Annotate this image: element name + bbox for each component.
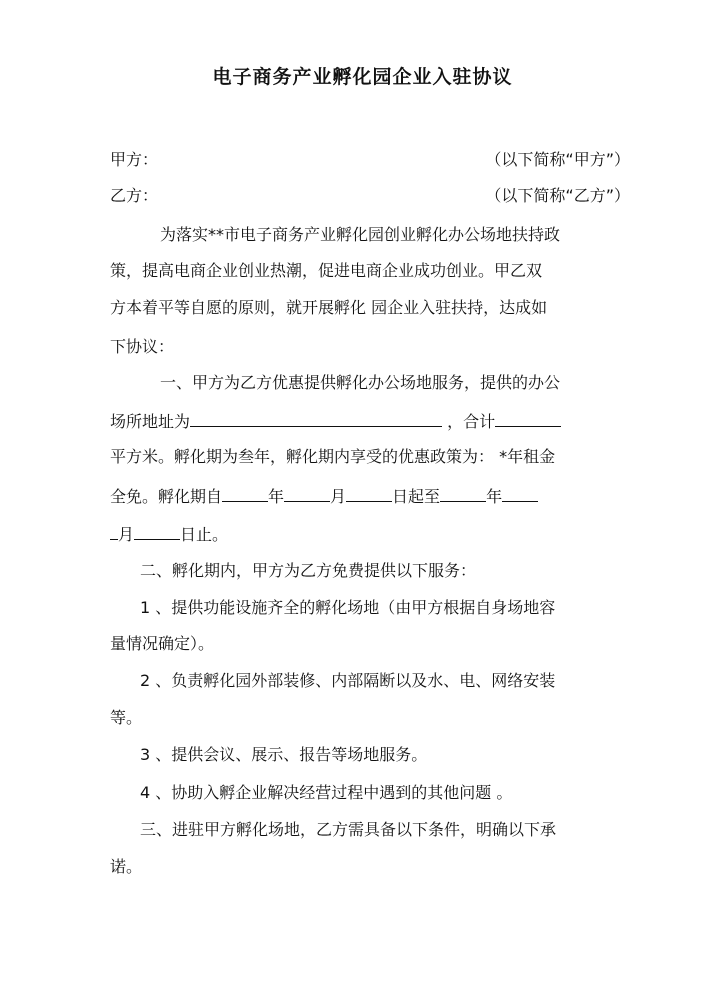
start-day-blank: [346, 484, 392, 502]
clause-1-line-1: 一、甲方为乙方优惠提供孵化办公场地服务，提供的办公: [160, 373, 561, 392]
clause-2-heading: 二、孵化期内，甲方为乙方免费提供以下服务：: [140, 561, 477, 580]
end-year-blank: [440, 484, 486, 502]
party-a-note: （以下简称“甲方”）: [485, 150, 630, 169]
start-month-blank: [284, 484, 330, 502]
clause-1-line-5: [110, 522, 630, 545]
intro-line-2: 策，提高电商企业创业热潮，促进电商企业成功创业。甲乙双: [110, 261, 543, 280]
party-b-label: 乙方：: [110, 186, 159, 205]
end-month-blank: [502, 484, 538, 502]
clause-1-line-4: [110, 484, 630, 507]
clause-2-item-3: 3 、提供会议、展示、报告等场地服务。: [140, 745, 428, 764]
period-start-label: 全免。孵化期自: [110, 487, 223, 506]
intro-line-3: 方本着平等自愿的原则，就开展孵化 园企业入驻扶持，达成如: [110, 298, 548, 317]
end-year-label: 年: [486, 487, 503, 506]
party-b-note: （以下简称“乙方”）: [485, 186, 630, 205]
area-blank: [495, 409, 561, 427]
start-year-label: 年: [268, 487, 285, 506]
start-day-label: 日起至: [392, 487, 441, 506]
address-blank: [190, 409, 442, 427]
intro-line-1: 为落实**市电子商务产业孵化园创业孵化办公场地扶持政: [160, 225, 561, 244]
clause-3-line-1: 三、进驻甲方孵化场地，乙方需具备以下条件，明确以下承: [140, 820, 557, 839]
start-month-label: 月: [330, 487, 347, 506]
clause-2-item-1-line-1: 1 、提供功能设施齐全的孵化场地（由甲方根据自身场地容: [140, 598, 556, 617]
end-month-blank-cont: [110, 522, 118, 540]
clause-1-line-2: [110, 409, 630, 432]
clause-1-line-3: 平方米。孵化期为叁年，孵化期内享受的优惠政策为： *年租金: [110, 447, 556, 466]
clause-2-item-4: 4 、协助入孵企业解决经营过程中遇到的其他问题 。: [140, 783, 513, 802]
clause-2-item-2-line-1: 2 、负责孵化园外部装修、内部隔断以及水、电、网络安装: [140, 671, 556, 690]
end-month-label: 月: [118, 525, 135, 544]
intro-line-4: 下协议：: [110, 337, 175, 356]
end-day-blank: [134, 522, 180, 540]
address-label: 场所地址为: [110, 412, 191, 431]
party-a-label: 甲方：: [110, 150, 159, 169]
clause-3-line-2: 诺。: [110, 857, 143, 876]
clause-2-item-1-line-2: 量情况确定）。: [110, 634, 215, 653]
document-title: 电子商务产业孵化园企业入驻协议: [212, 66, 513, 88]
period-end-label: 日止。: [180, 525, 229, 544]
clause-2-item-2-line-2: 等。: [110, 708, 143, 727]
area-total-label: ，合计: [442, 412, 496, 431]
start-year-blank: [222, 484, 268, 502]
